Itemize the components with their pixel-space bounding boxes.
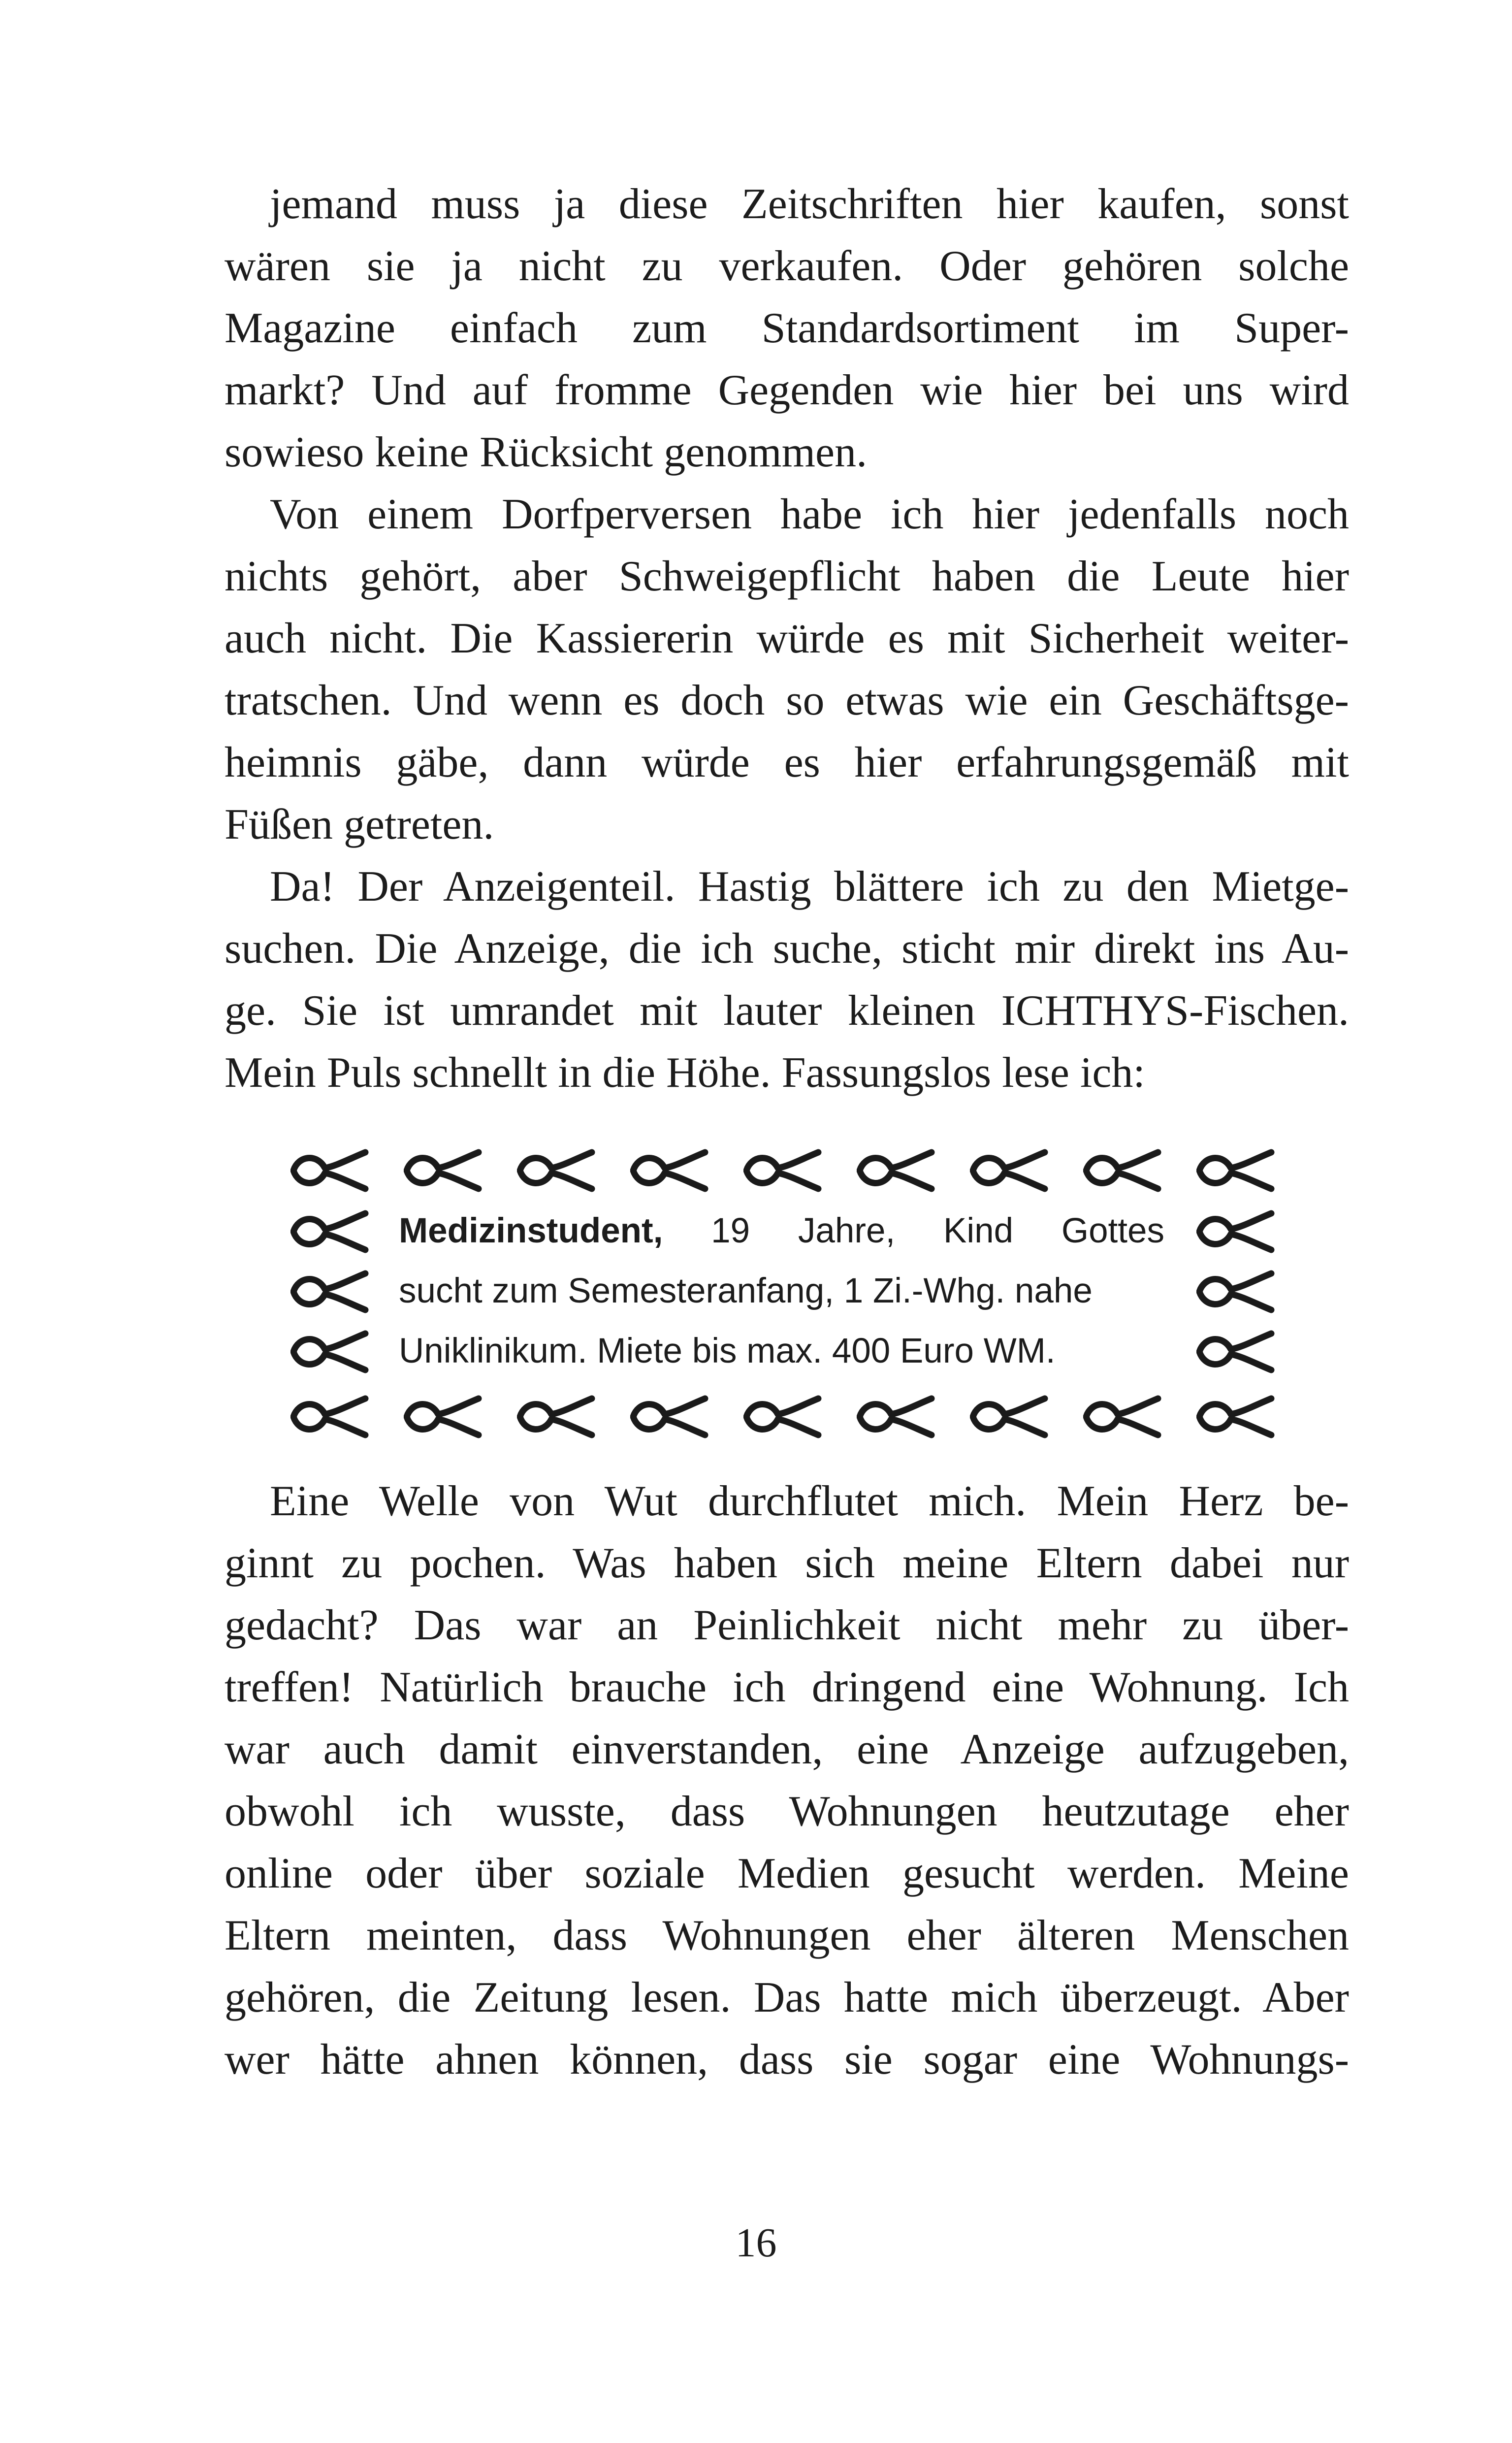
ichthys-fish-icon: [290, 1270, 377, 1314]
ichthys-fish-icon: [290, 1209, 377, 1254]
text-line: Von einem Dorfperversen habe ich hier jedenfalls noch: [270, 490, 1349, 538]
text-line: treffen! Natürlich brauche ich dringend eine Wohnung. Ich: [225, 1663, 1349, 1711]
text-line: Magazine einfach zum Standardsortiment im Super-: [225, 304, 1349, 352]
ichthys-fish-icon: [857, 1148, 943, 1193]
ichthys-fish-icon: [743, 1148, 830, 1193]
ad-line-3: [290, 1322, 1283, 1381]
ichthys-fish-icon: [404, 1148, 490, 1193]
ichthys-fish-icon: [290, 1330, 377, 1374]
fish-border-bottom: [290, 1395, 1283, 1439]
text-block-bottom: [225, 1470, 1349, 2091]
text-line: tratschen. Und wenn es doch so etwas wie ein Geschäftsge-: [225, 677, 1349, 724]
ichthys-fish-icon: [290, 1395, 377, 1439]
text-line: online oder über soziale Medien gesucht werden. Meine: [225, 1850, 1349, 1897]
ichthys-fish-icon: [517, 1395, 603, 1439]
text-line: obwohl ich wusste, dass Wohnungen heutzutage eher: [225, 1788, 1349, 1835]
ichthys-fish-icon: [630, 1395, 716, 1439]
ad-line-1-rest: 19 Jahre, Kind Gottes: [663, 1211, 1164, 1250]
ichthys-fish-icon: [970, 1395, 1056, 1439]
ad-text-line-1: [399, 1202, 1164, 1261]
text-line: wären sie ja nicht zu verkaufen. Oder gehören solche: [225, 242, 1349, 290]
text-line: gedacht? Das war an Peinlichkeit nicht mehr zu über-: [225, 1601, 1349, 1649]
ichthys-fish-icon: [630, 1148, 716, 1193]
ichthys-fish-icon: [1083, 1395, 1169, 1439]
text-line: Füßen getreten.: [225, 801, 494, 848]
ichthys-fish-icon: [857, 1395, 943, 1439]
ichthys-fish-icon: [1083, 1148, 1169, 1193]
text-line: jemand muss ja diese Zeitschriften hier kaufen, sonst: [270, 180, 1349, 228]
ichthys-fish-icon: [743, 1395, 830, 1439]
text-line: Da! Der Anzeigenteil. Hastig blättere ich zu den Mietge-: [270, 863, 1349, 911]
page-number: 16: [735, 2220, 777, 2266]
ichthys-fish-icon: [404, 1395, 490, 1439]
text-line: Mein Puls schnellt in die Höhe. Fassungslos lese ich:: [225, 1049, 1145, 1097]
text-line: heimnis gäbe, dann würde es hier erfahrungsgemäß mit: [225, 739, 1349, 786]
text-line: Eltern meinten, dass Wohnungen eher älteren Menschen: [225, 1912, 1349, 1959]
ichthys-fish-icon: [1196, 1330, 1283, 1374]
ichthys-fish-icon: [970, 1148, 1056, 1193]
text-line: markt? Und auf fromme Gegenden wie hier bei uns wird: [225, 366, 1349, 414]
text-line: suchen. Die Anzeige, die ich suche, sticht mir direkt ins Au-: [225, 925, 1349, 973]
ad-line-1: [290, 1202, 1283, 1261]
text-block-top: [225, 173, 1349, 1104]
ichthys-fish-icon: [290, 1148, 377, 1193]
text-line: ginnt zu pochen. Was haben sich meine Eltern dabei nur: [225, 1539, 1349, 1587]
ad-heading: Medizinstudent,: [399, 1211, 663, 1250]
text-line: war auch damit einverstanden, eine Anzeige aufzugeben,: [225, 1726, 1349, 1773]
text-line: gehören, die Zeitung lesen. Das hatte mich überzeugt. Aber: [225, 1974, 1349, 2021]
ichthys-fish-icon: [517, 1148, 603, 1193]
ichthys-fish-icon: [1196, 1270, 1283, 1314]
classified-ad: [290, 1148, 1283, 1444]
text-line: nichts gehört, aber Schweigepflicht haben die Leute hier: [225, 553, 1349, 600]
fish-border-top: [290, 1148, 1283, 1193]
text-line: wer hätte ahnen können, dass sie sogar eine Wohnungs-: [225, 2036, 1349, 2084]
ichthys-fish-icon: [1196, 1209, 1283, 1254]
ad-line-2: [290, 1262, 1283, 1321]
text-line: auch nicht. Die Kassiererin würde es mit Sicherheit weiter-: [225, 615, 1349, 662]
ichthys-fish-icon: [1196, 1395, 1283, 1439]
ad-text-line-3: Uniklinikum. Miete bis max. 400 Euro WM.: [399, 1332, 1056, 1370]
text-line: sowieso keine Rücksicht genommen.: [225, 428, 868, 476]
ad-text-line-2: sucht zum Semesteranfang, 1 Zi.-Whg. nahe: [399, 1271, 1093, 1310]
ichthys-fish-icon: [1196, 1148, 1283, 1193]
text-line: Eine Welle von Wut durchflutet mich. Mein Herz be-: [270, 1477, 1349, 1525]
text-line: ge. Sie ist umrandet mit lauter kleinen ICHTHYS-Fischen.: [225, 987, 1349, 1035]
